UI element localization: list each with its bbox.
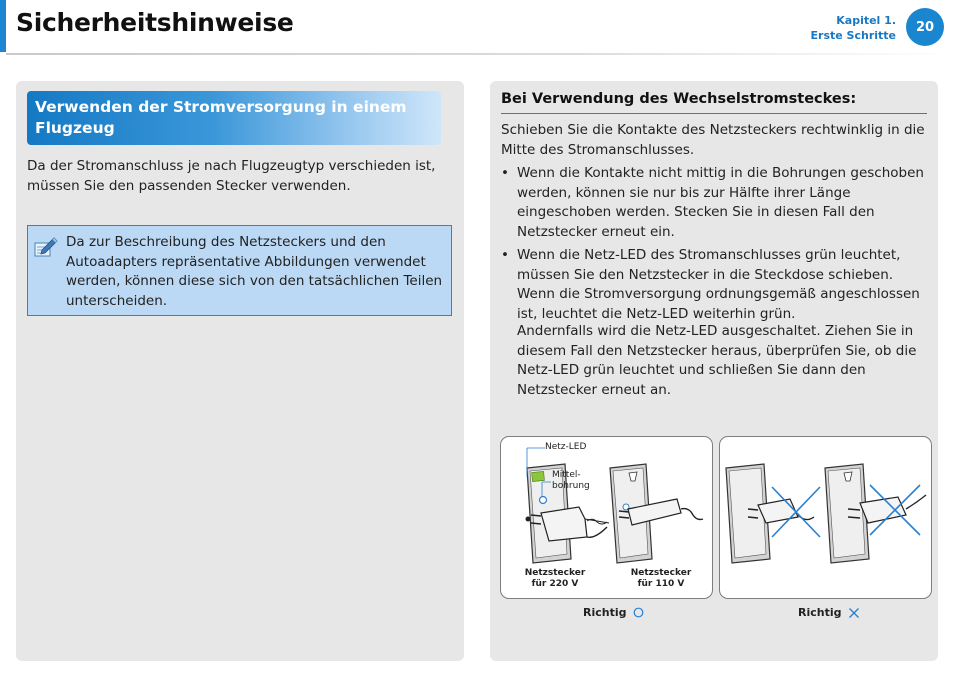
left-panel: [16, 81, 464, 661]
center-hole-label-line2: bohrung: [552, 481, 590, 491]
page-number-badge: 20: [906, 8, 944, 46]
caption-correct: [583, 606, 644, 619]
plug-110-label-line2: für 110 V: [637, 579, 685, 589]
plug-110-label-line1: Netzstecker: [630, 568, 692, 578]
figure-incorrect: [719, 436, 932, 599]
header-accent-bar: [0, 0, 6, 52]
header-divider: [6, 53, 954, 55]
bullet-text: Andernfalls wird die Netz-LED ausgeschaltet. Ziehen Sie in diesem Fall den Netzstecker heraus, überprüfen Sie, ob die Netz-LED grün leuchtet und schließen Sie dann den Netzstecker erneut an.: [517, 323, 917, 398]
intro-paragraph: Da der Stromanschluss je nach Flugzeugtyp verschieden ist, müssen Sie den passenden Stecker verwenden.: [27, 158, 436, 194]
bullet-dot: •: [501, 247, 509, 263]
plug-110-label: [621, 568, 701, 590]
bullet-text: Wenn die Netz-LED des Stromanschlusses grün leuchtet, müssen Sie den Netzstecker in die Steckdose schieben. Wenn die Stromversorgung ordnungsgemäß angeschlossen ist, leuchtet die Netz-LED weiterhin grün.: [517, 247, 920, 322]
circle-icon: [633, 607, 644, 618]
note-text: Da zur Beschreibung des Netzsteckers und den Autoadapters repräsentative Abbildungen verwendet werden, können diese sich von den tatsächlichen Teilen unterscheiden.: [66, 234, 443, 309]
plug-220-label-line2: für 220 V: [531, 579, 579, 589]
subheading: Bei Verwendung des Wechselstromsteckes:: [501, 91, 857, 107]
chapter-label[interactable]: [811, 13, 896, 43]
instruction-paragraph: Schieben Sie die Kontakte des Netzsteckers rechtwinklig in die Mitte des Stromanschlusses.: [501, 122, 925, 158]
right-panel: [490, 81, 938, 661]
incorrect-plugging-illustration: [720, 437, 931, 598]
caption-incorrect-text: Richtig: [798, 606, 842, 619]
plug-220-label-line1: Netzstecker: [524, 568, 586, 578]
caption-correct-text: Richtig: [583, 606, 627, 619]
plug-220-label: [515, 568, 595, 590]
led-label: Netz-LED: [545, 442, 587, 452]
center-hole-label-line1: Mittel-: [552, 470, 581, 480]
bullet-dot: •: [501, 165, 509, 181]
x-mark-icon: [848, 607, 860, 619]
note-box: [27, 225, 452, 316]
subheading-rule: [501, 113, 927, 114]
chapter-number: Kapitel 1.: [836, 14, 896, 27]
chapter-title: Erste Schritte: [810, 29, 896, 42]
section-title: Verwenden der Stromversorgung in einem Flugzeug: [35, 98, 407, 137]
center-hole-label: [552, 470, 590, 492]
figure-correct: [500, 436, 713, 599]
note-pencil-icon: [34, 235, 58, 259]
bullet-text: Wenn die Kontakte nicht mittig in die Bohrungen geschoben werden, können sie nur bis zur Hälfte ihrer Länge eingeschoben werden. Stecken Sie in diesen Fall den Netzstecker erneut ein.: [517, 165, 924, 240]
section-header: [27, 91, 441, 145]
caption-incorrect: [798, 606, 860, 619]
page-header: [0, 0, 954, 58]
page-title: Sicherheitshinweise: [16, 8, 294, 37]
